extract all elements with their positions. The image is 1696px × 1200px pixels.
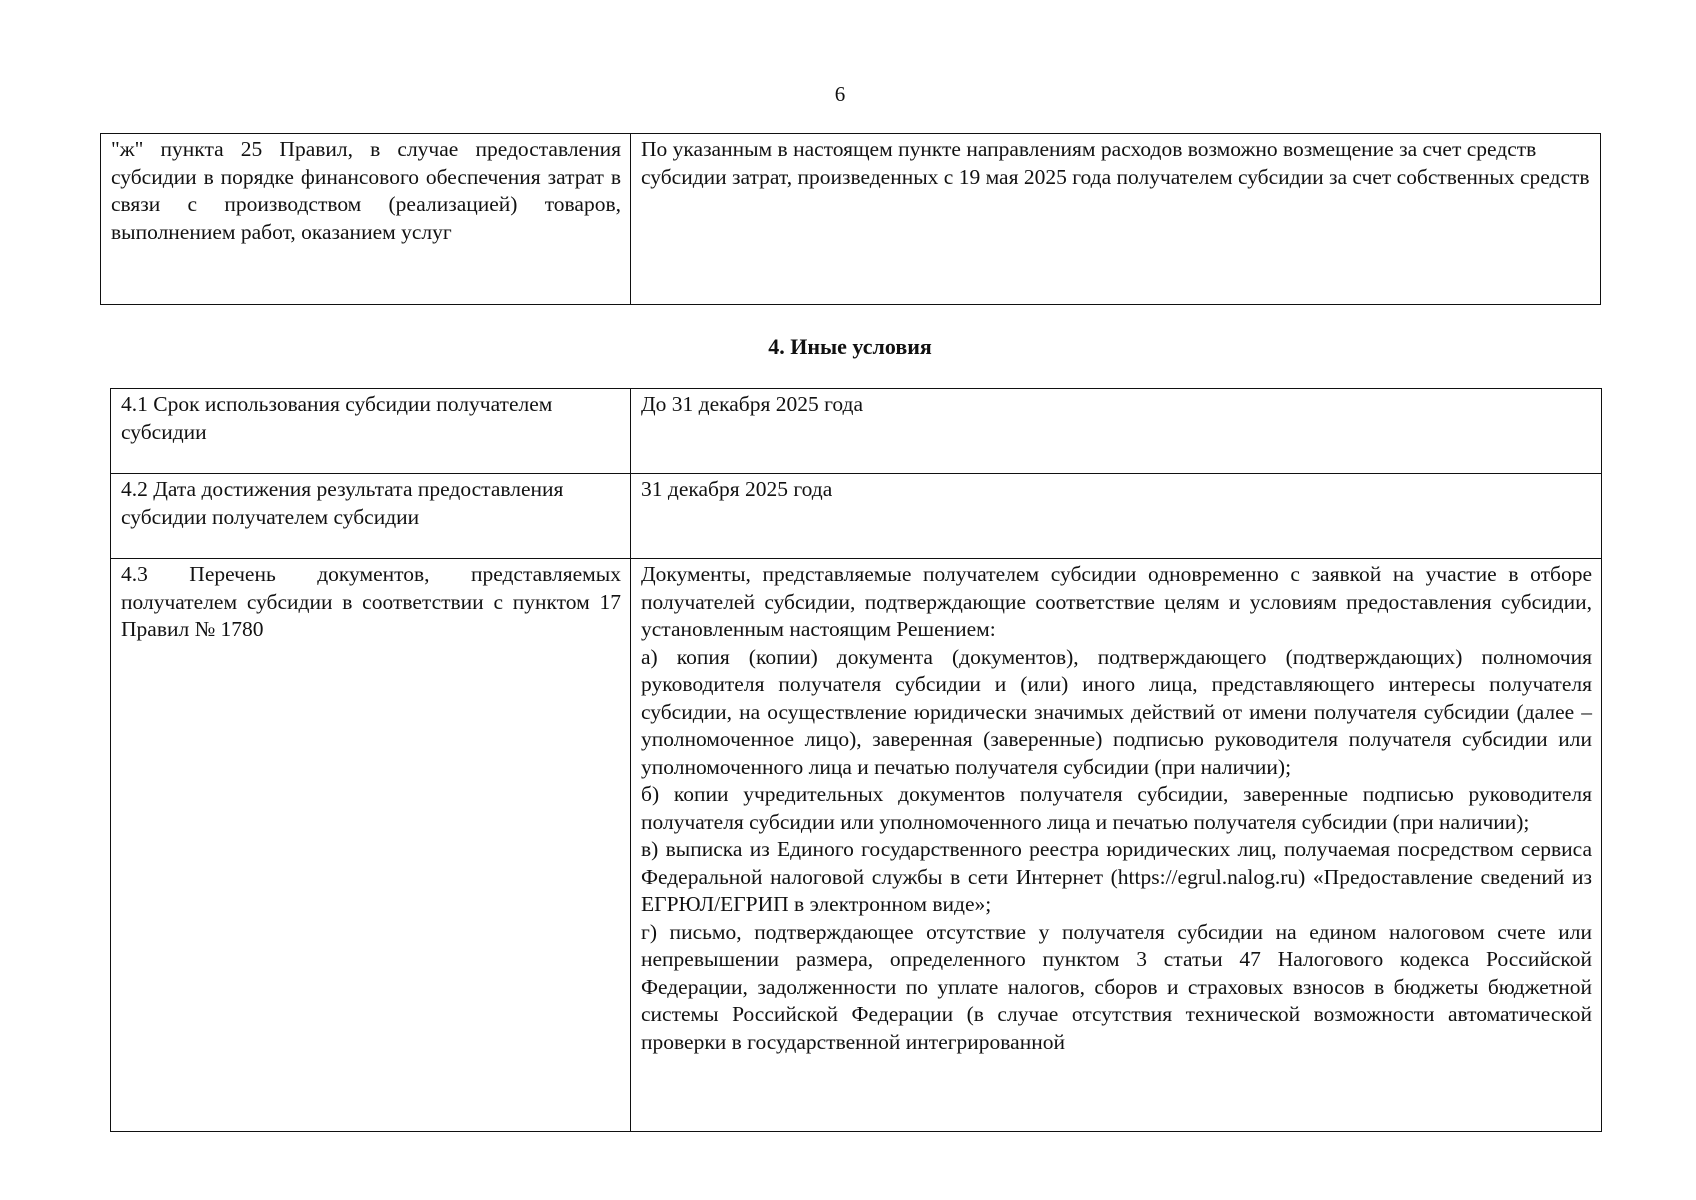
page-number: 6 [834,82,846,106]
table-cell-value: До 31 декабря 2025 года [631,389,1602,474]
table-row [111,559,1602,1132]
table-cell-value: По указанным в настоящем пункте направлениям расходов возможно возмещение за счет средств субсидии затрат, произведенных с 19 мая 2025 года получателем субсидии за счет собственных средств [631,134,1601,305]
table-cell-documents-list [631,559,1602,1132]
list-item: а) копия (копии) документа (документов), подтверждающего (подтверждающих) полномочия руководителя получателя субсидии и (или) иного лица, представляющего интересы получателя субсидии, на осуществление юридически значимых действий от имени получателя субсидии (далее – уполномоченное лицо), заверенная (заверенные) подписью руководителя получателя субсидии или уполномоченного лица и печатью получателя субсидии (при наличии); [641,644,1592,779]
other-conditions-table [110,388,1602,1132]
list-item: б) копии учредительных документов получателя субсидии, заверенные подписью руководителя получателя субсидии или уполномоченного лица и печатью получателя субсидии (при наличии); [641,782,1592,834]
table-cell-label: 4.2 Дата достижения результата предоставления субсидии получателем субсидии [111,474,631,559]
table-row [101,134,1601,305]
list-item: в) выписка из Единого государственного реестра юридических лиц, получаемая посредством сервиса Федеральной налоговой службы в сети Интернет (https://egrul.nalog.ru) «Предоставление сведений из ЕГРЮЛ/ЕГРИП в электронном виде»; [641,837,1592,916]
table-cell-label: 4.3 Перечень документов, представляемых получателем субсидии в соответствии с пунктом 17 Правил № 1780 [111,559,631,1132]
table-cell-value: 31 декабря 2025 года [631,474,1602,559]
table-cell-label: 4.1 Срок использования субсидии получателем субсидии [111,389,631,474]
list-item: г) письмо, подтверждающее отсутствие у получателя субсидии на едином налоговом счете или непревышении размера, определенного пунктом 3 статьи 47 Налогового кодекса Российской Федерации, задолженности по уплате налогов, сборов и страховых взносов в бюджеты бюджетной системы Российской Федерации (в случае отсутствия технической возможности автоматической проверки в государственной интегрированной [641,919,1592,1054]
table-row [111,474,1602,559]
continuation-table [100,133,1601,305]
section-heading: 4. Иные условия [768,334,932,359]
documents-intro: Документы, представляемые получателем субсидии одновременно с заявкой на участие в отборе получателей субсидии, подтверждающие соответствие целям и условиям предоставления субсидии, установленным настоящим Решением: [641,562,1592,641]
table-cell-label: "ж" пункта 25 Правил, в случае предоставления субсидии в порядке финансового обеспечения затрат в связи с производством (реализацией) товаров, выполнением работ, оказанием услуг [101,134,631,305]
table-row [111,389,1602,474]
